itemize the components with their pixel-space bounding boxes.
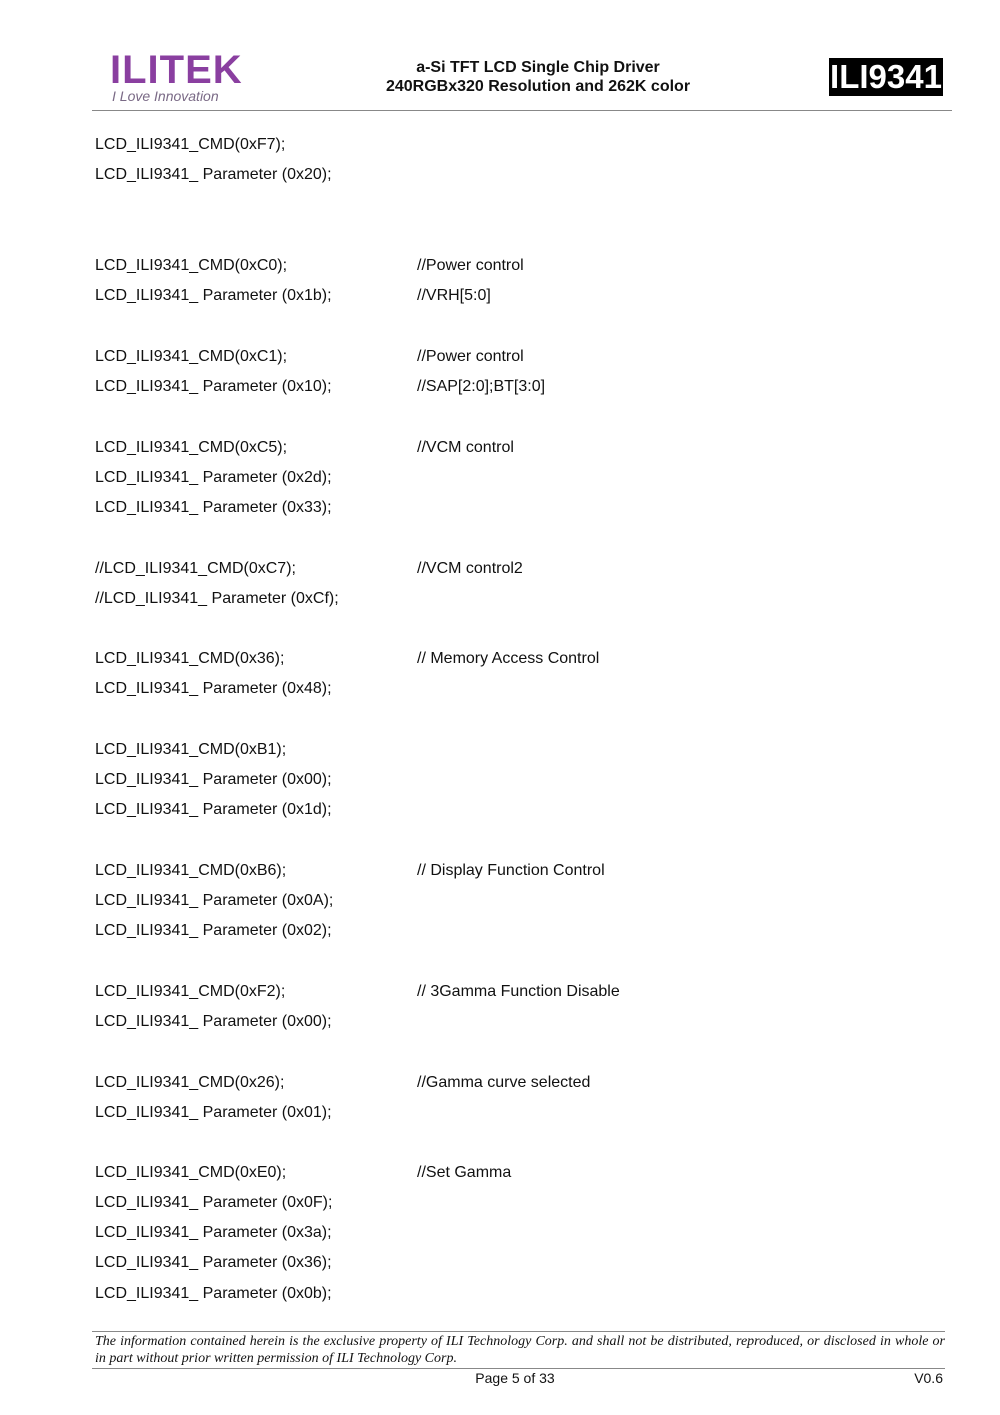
command-text: LCD_ILI9341_CMD(0xF2);	[95, 983, 286, 1000]
model-badge: ILI9341	[830, 58, 942, 95]
code-line	[95, 799, 955, 821]
code-line	[95, 1102, 955, 1124]
command-text: LCD_ILI9341_ Parameter (0x3a);	[95, 1224, 332, 1241]
code-line	[95, 1252, 955, 1274]
code-line	[95, 1222, 955, 1244]
code-line	[95, 255, 955, 277]
code-line	[95, 739, 955, 761]
code-line	[95, 648, 955, 670]
code-line	[95, 558, 955, 580]
command-text: LCD_ILI9341_CMD(0xC1);	[95, 348, 288, 365]
command-text: LCD_ILI9341_ Parameter (0x0F);	[95, 1194, 333, 1211]
code-line	[95, 1162, 955, 1184]
code-line	[95, 285, 955, 307]
document-title-line-1: a-Si TFT LCD Single Chip Driver	[416, 59, 660, 76]
document-version: V0.6	[914, 1370, 943, 1386]
command-text: //LCD_ILI9341_CMD(0xC7);	[95, 560, 296, 577]
comment-text: //Gamma curve selected	[417, 1074, 591, 1091]
command-text: LCD_ILI9341_ Parameter (0x10);	[95, 378, 332, 395]
command-text: LCD_ILI9341_ Parameter (0x0A);	[95, 892, 334, 909]
document-title-line-2: 240RGBx320 Resolution and 262K color	[385, 78, 691, 95]
command-text: LCD_ILI9341_ Parameter (0x02);	[95, 922, 332, 939]
command-text: LCD_ILI9341_CMD(0xB6);	[95, 862, 287, 879]
code-line	[95, 134, 955, 156]
code-line	[95, 376, 955, 398]
code-line	[95, 1011, 955, 1033]
logo-tagline: I Love Innovation	[112, 88, 219, 104]
code-line	[95, 588, 955, 610]
command-text: LCD_ILI9341_CMD(0xF7);	[95, 136, 286, 153]
command-text: LCD_ILI9341_CMD(0xC5);	[95, 439, 288, 456]
logo-wordmark: ILITEK	[110, 48, 243, 92]
code-line	[95, 497, 955, 519]
command-text: LCD_ILI9341_ Parameter (0x20);	[95, 166, 332, 183]
command-text: LCD_ILI9341_ Parameter (0x1d);	[95, 801, 332, 818]
footer-divider-top	[92, 1331, 945, 1332]
comment-text: //VCM control	[417, 439, 514, 456]
comment-text: //SAP[2:0];BT[3:0]	[417, 378, 546, 395]
comment-text: //Power control	[417, 348, 524, 365]
code-line	[95, 981, 955, 1003]
code-line	[95, 769, 955, 791]
confidentiality-notice: The information contained herein is the exclusive property of ILI Technology Corp. and shall not be distributed, reproduced, or disclosed in whole or in part without prior written permission of ILI Technology Corp.	[95, 1334, 945, 1366]
ilitek-logo	[110, 50, 300, 106]
command-text: LCD_ILI9341_ Parameter (0x33);	[95, 499, 332, 516]
comment-text: // 3Gamma Function Disable	[417, 983, 620, 1000]
code-line	[95, 1192, 955, 1214]
code-line	[95, 437, 955, 459]
document-title	[360, 58, 716, 96]
command-text: LCD_ILI9341_CMD(0x36);	[95, 650, 285, 667]
page-number: Page 5 of 33	[475, 1370, 555, 1386]
comment-text: // Display Function Control	[417, 862, 605, 879]
code-line	[95, 920, 955, 942]
code-line	[95, 678, 955, 700]
command-text: LCD_ILI9341_CMD(0x26);	[95, 1074, 285, 1091]
comment-text: // Memory Access Control	[417, 650, 600, 667]
code-line	[95, 467, 955, 489]
command-text: LCD_ILI9341_ Parameter (0x0b);	[95, 1285, 332, 1302]
command-text: LCD_ILI9341_CMD(0xC0);	[95, 257, 288, 274]
comment-text: //VCM control2	[417, 560, 523, 577]
comment-text: //Set Gamma	[417, 1164, 512, 1181]
command-text: LCD_ILI9341_ Parameter (0x01);	[95, 1104, 332, 1121]
header-divider	[92, 110, 952, 111]
code-line	[95, 164, 955, 186]
command-text: //LCD_ILI9341_ Parameter (0xCf);	[95, 590, 339, 607]
command-text: LCD_ILI9341_CMD(0xB1);	[95, 741, 287, 758]
page-header	[0, 0, 1000, 112]
command-text: LCD_ILI9341_ Parameter (0x00);	[95, 771, 332, 788]
command-text: LCD_ILI9341_ Parameter (0x1b);	[95, 287, 332, 304]
command-text: LCD_ILI9341_ Parameter (0x36);	[95, 1254, 332, 1271]
code-line	[95, 1283, 955, 1305]
comment-text: //VRH[5:0]	[417, 287, 491, 304]
command-text: LCD_ILI9341_CMD(0xE0);	[95, 1164, 287, 1181]
command-text: LCD_ILI9341_ Parameter (0x2d);	[95, 469, 332, 486]
code-line	[95, 346, 955, 368]
code-line	[95, 1072, 955, 1094]
code-line	[95, 890, 955, 912]
code-line	[95, 860, 955, 882]
command-text: LCD_ILI9341_ Parameter (0x00);	[95, 1013, 332, 1030]
command-text: LCD_ILI9341_ Parameter (0x48);	[95, 680, 332, 697]
comment-text: //Power control	[417, 257, 524, 274]
